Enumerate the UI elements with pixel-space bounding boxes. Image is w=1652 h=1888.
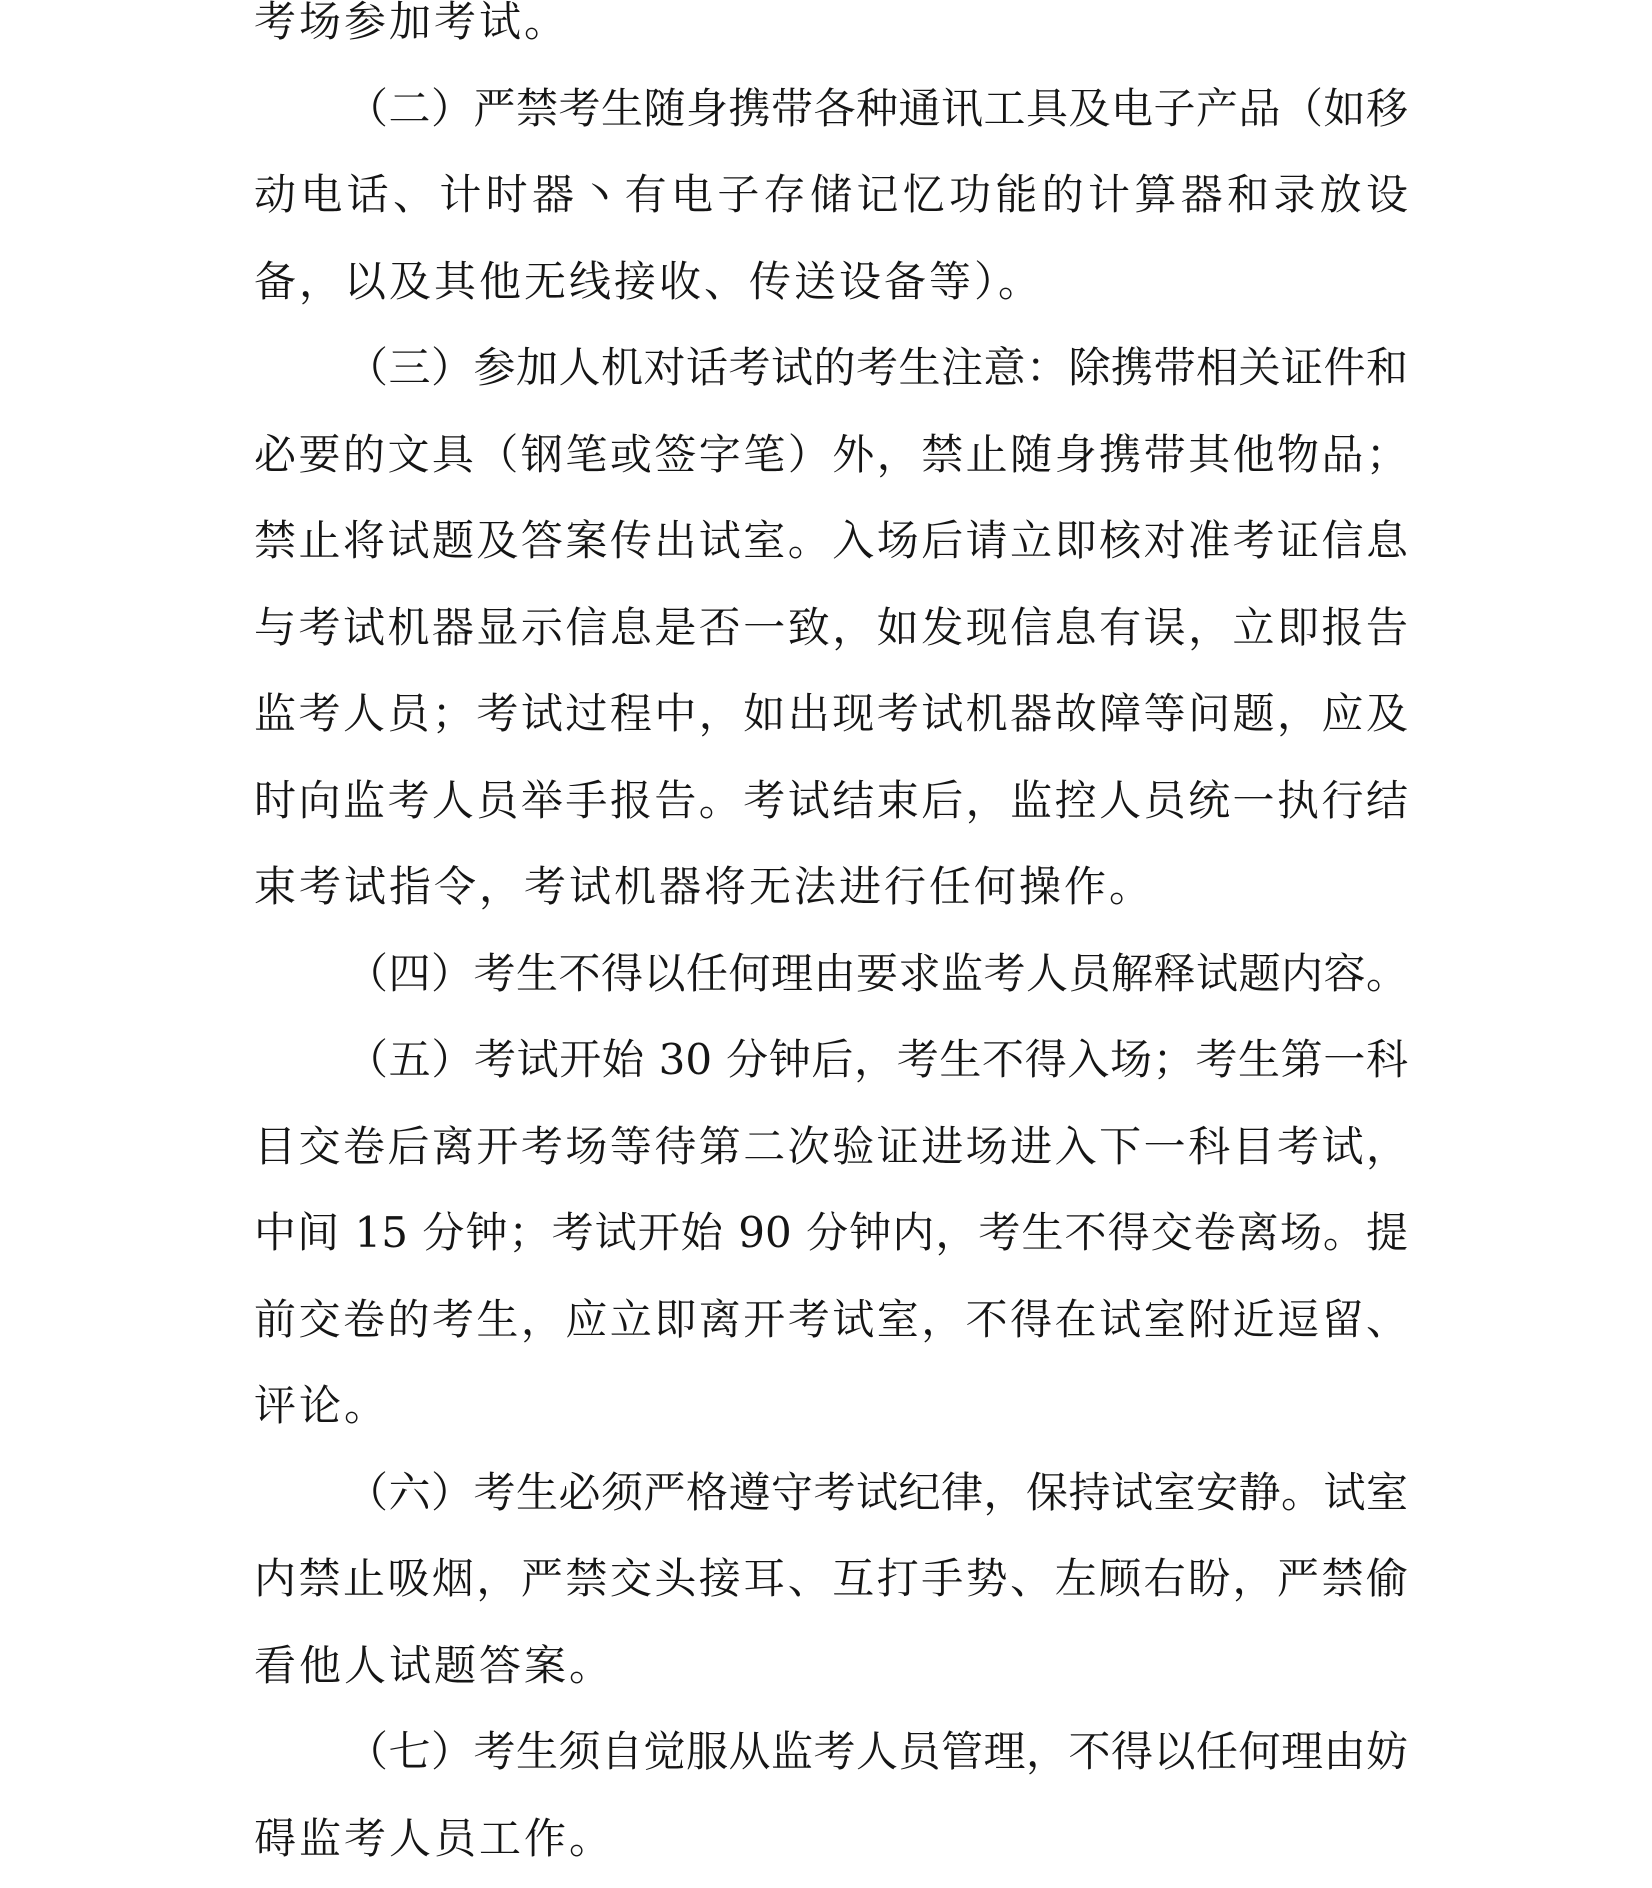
paragraph-line: 监考人员；考试过程中，如出现考试机器故障等问题，应及: [254, 689, 1408, 738]
paragraph-line: 目交卷后离开考场等待第二次验证进场进入下一科目考试，: [254, 1121, 1408, 1171]
paragraph-item-4: [254, 931, 1408, 1018]
paragraph-line: 时向监考人员举手报告。考试结束后，监控人员统一执行结: [254, 775, 1408, 825]
paragraph-item-5: [254, 1017, 1408, 1450]
paragraph-line: 考场参加考试。: [254, 0, 570, 46]
paragraph-line: （四）考生不得以任何理由要求监考人员解释试题内容。: [346, 948, 1408, 998]
paragraph-continued: [254, 0, 1408, 66]
paragraph-line: 必要的文具（钢笔或签字笔）外，禁止随身携带其他物品；: [254, 429, 1408, 479]
paragraph-line: （七）考生须自觉服从监考人员管理，不得以任何理由妨: [346, 1727, 1408, 1776]
paragraph-line: 动电话、计时器丶有电子存储记忆功能的计算器和录放设: [254, 170, 1408, 219]
paragraph-item-3: [254, 325, 1408, 931]
paragraph-line: （五）考试开始 30 分钟后，考生不得入场；考生第一科: [346, 1035, 1408, 1084]
paragraph-item-6: [254, 1450, 1408, 1710]
paragraph-line: 禁止将试题及答案传出试室。入场后请立即核对准考证信息: [254, 516, 1408, 565]
paragraph-line: 内禁止吸烟，严禁交头接耳、互打手势、左顾右盼，严禁偷: [254, 1554, 1408, 1603]
paragraph-line: （六）考生必须严格遵守考试纪律，保持试室安静。试室: [346, 1467, 1408, 1517]
paragraph-line: 中间 15 分钟；考试开始 90 分钟内，考生不得交卷离场。提: [254, 1208, 1408, 1257]
paragraph-line: 与考试机器显示信息是否一致，如发现信息有误，立即报告: [254, 602, 1408, 652]
paragraph-line: 前交卷的考生，应立即离开考试室，不得在试室附近逗留、: [254, 1294, 1408, 1344]
paragraph-line: （三）参加人机对话考试的考生注意：除携带相关证件和: [346, 343, 1408, 392]
paragraph-line: 备，以及其他无线接收、传送设备等）。: [254, 256, 1044, 306]
paragraph-line: （二）严禁考生随身携带各种通讯工具及电子产品（如移: [346, 83, 1408, 133]
paragraph-line: 评论。: [254, 1381, 390, 1430]
document-body: [254, 0, 1408, 1882]
paragraph-line: 看他人试题答案。: [254, 1640, 615, 1690]
paragraph-item-7: [254, 1709, 1408, 1882]
paragraph-line: 碍监考人员工作。: [254, 1813, 615, 1863]
paragraph-item-2: [254, 66, 1408, 326]
paragraph-line: 束考试指令，考试机器将无法进行任何操作。: [254, 862, 1155, 911]
